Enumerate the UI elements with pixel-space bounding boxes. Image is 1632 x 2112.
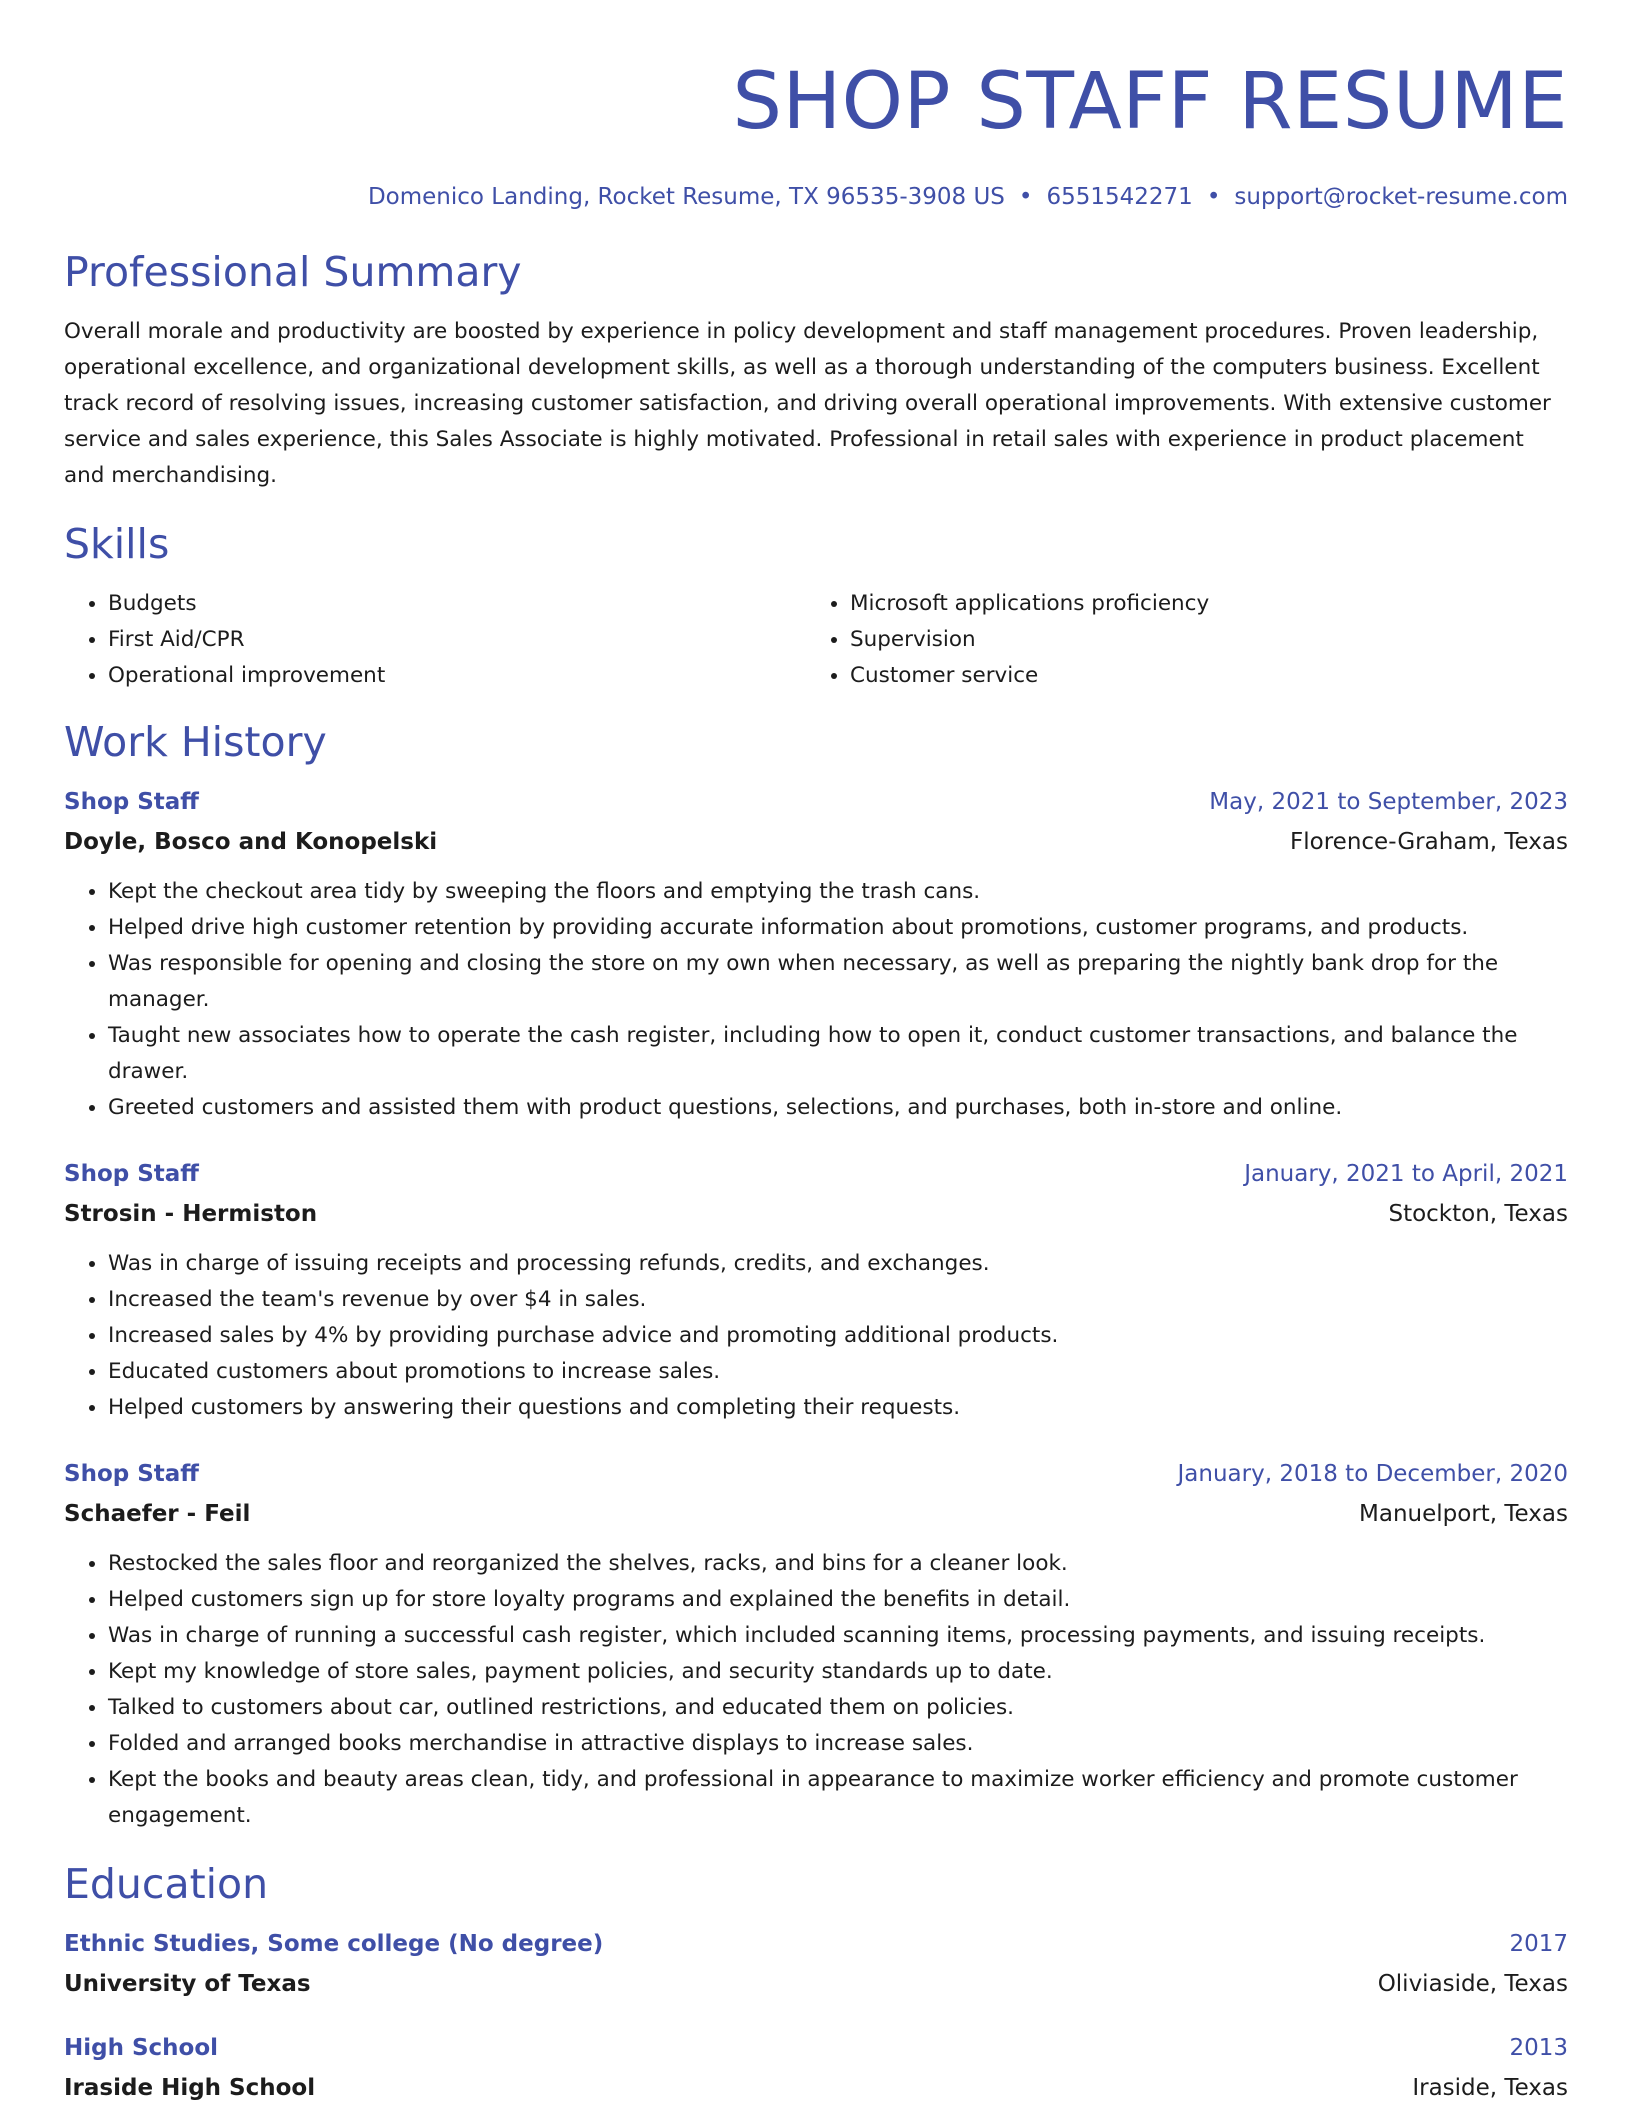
job-role: Shop Staff [64,1461,199,1487]
job-title-row [64,784,1568,820]
education-degree: Ethnic Studies, Some college (No degree) [64,1931,604,1957]
job-duty: • Kept the books and beauty areas clean, tidy, and professional in appearance to maximize worker efficiency and promote customer engagement. [108,1762,1568,1834]
job-duty: • Was in charge of issuing receipts and processing refunds, credits, and exchanges. [108,1246,1568,1282]
summary-text: Overall morale and productivity are boosted by experience in policy development and staff management procedures. Proven leadership, operational excellence, and organizational development skills, as well as a thorough understanding of the computers business. Excellent track record of resolving issues, increasing customer satisfaction, and driving overall operational improvements. With extensive customer service and sales experience, this Sales Associate is highly motivated. Professional in retail sales with experience in product placement and merchandising. [64,319,1551,488]
job-location: Florence-Graham, Texas [1290,829,1568,855]
job-dates: January, 2021 to April, 2021 [1244,1161,1568,1187]
job-duties-list [64,1546,1568,1834]
job-title-row [64,1456,1568,1492]
job-entry [64,784,1568,1126]
skills-grid [64,586,1568,694]
job-company-row [64,1196,1568,1232]
skill-item: • Operational improvement [108,658,806,694]
job-role: Shop Staff [64,789,199,815]
job-company-row [64,824,1568,860]
job-duty: • Increased sales by 4% by providing purchase advice and promoting additional products. [108,1318,1568,1354]
skills-list-left [64,586,806,694]
job-duty: • Was responsible for opening and closing the store on my own when necessary, as well as preparing the nightly bank drop for the manager. [108,946,1568,1018]
job-duty: • Taught new associates how to operate the cash register, including how to open it, conduct customer transactions, and balance the drawer. [108,1018,1568,1090]
job-duty: • Helped customers by answering their questions and completing their requests. [108,1390,1568,1426]
work-history-section [64,714,1568,1834]
contact-separator: • [1018,184,1033,210]
job-company-row [64,1496,1568,1532]
section-heading-skills: Skills [64,520,170,568]
education-degree: High School [64,2035,219,2061]
section-heading-work-history: Work History [64,718,327,766]
education-year: 2017 [1509,1931,1568,1957]
job-company: Schaefer - Feil [64,1501,251,1527]
job-duty: • Folded and arranged books merchandise in attractive displays to increase sales. [108,1726,1568,1762]
job-duty: • Was in charge of running a successful cash register, which included scanning items, processing payments, and issuing receipts. [108,1618,1568,1654]
skill-item: • Supervision [850,622,1548,658]
education-school: University of Texas [64,1971,311,1997]
skills-section [64,516,1568,694]
skill-item: • Customer service [850,658,1548,694]
job-duty: • Kept my knowledge of store sales, payment policies, and security standards up to date. [108,1654,1568,1690]
contact-address: Domenico Landing, Rocket Resume, TX 96535-3908 US [367,184,1005,210]
skill-item: • Microsoft applications proficiency [850,586,1548,622]
job-duty: • Educated customers about promotions to increase sales. [108,1354,1568,1390]
contact-line [64,180,1568,214]
job-duty: • Greeted customers and assisted them with product questions, selections, and purchases, both in-store and online. [108,1090,1568,1126]
education-location: Oliviaside, Texas [1377,1971,1568,1997]
education-year: 2013 [1509,2035,1568,2061]
job-duty: • Helped drive high customer retention by providing accurate information about promotions, customer programs, and products. [108,910,1568,946]
job-location: Manuelport, Texas [1359,1501,1568,1527]
skill-item: • Budgets [108,586,806,622]
education-entry [64,2030,1568,2106]
resume-header [64,0,1568,214]
professional-summary-section [64,244,1568,494]
job-duty: • Talked to customers about car, outlined restrictions, and educated them on policies. [108,1690,1568,1726]
contact-email: support@rocket-resume.com [1234,184,1568,210]
skills-list-right [806,586,1548,694]
resume-page [64,0,1568,2106]
job-duty: • Increased the team's revenue by over $4 in sales. [108,1282,1568,1318]
education-section [64,1856,1568,2106]
job-duty: • Helped customers sign up for store loyalty programs and explained the benefits in detail. [108,1582,1568,1618]
job-company: Strosin - Hermiston [64,1201,318,1227]
education-school-row [64,1966,1568,2002]
education-school: Iraside High School [64,2075,316,2101]
job-dates: January, 2018 to December, 2020 [1177,1461,1568,1487]
job-entry [64,1156,1568,1426]
job-entry [64,1456,1568,1834]
education-location: Iraside, Texas [1412,2075,1568,2101]
section-heading-summary: Professional Summary [64,248,522,296]
contact-separator: • [1206,184,1221,210]
job-dates: May, 2021 to September, 2023 [1209,789,1568,815]
section-heading-education: Education [64,1860,269,1908]
education-degree-row [64,2030,1568,2066]
job-duties-list [64,874,1568,1126]
job-duty: • Kept the checkout area tidy by sweeping the floors and emptying the trash cans. [108,874,1568,910]
education-entry [64,1926,1568,2002]
job-location: Stockton, Texas [1388,1201,1568,1227]
education-degree-row [64,1926,1568,1962]
skill-item: • First Aid/CPR [108,622,806,658]
job-title-row [64,1156,1568,1192]
resume-title: SHOP STAFF RESUME [732,57,1568,147]
job-company: Doyle, Bosco and Konopelski [64,829,438,855]
job-role: Shop Staff [64,1161,199,1187]
contact-phone: 6551542271 [1046,184,1193,210]
job-duty: • Restocked the sales floor and reorganized the shelves, racks, and bins for a cleaner look. [108,1546,1568,1582]
education-school-row [64,2070,1568,2106]
job-duties-list [64,1246,1568,1426]
